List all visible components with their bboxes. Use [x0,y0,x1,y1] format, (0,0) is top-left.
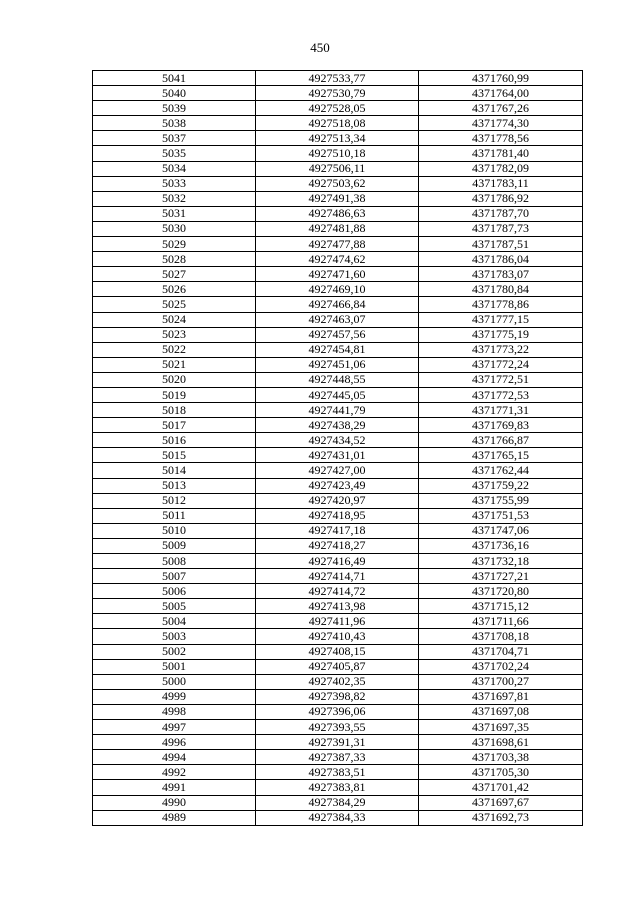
point-number-cell: 5012 [93,493,256,508]
point-number-cell: 5033 [93,176,256,191]
point-number-cell: 4989 [93,810,256,825]
y-coordinate-cell: 4371697,67 [419,795,583,810]
x-coordinate-cell: 4927408,15 [256,644,419,659]
table-row [93,206,583,221]
table-row [93,523,583,538]
point-number-cell: 5038 [93,116,256,131]
table-row [93,704,583,719]
table-row [93,101,583,116]
x-coordinate-cell: 4927411,96 [256,614,419,629]
x-coordinate-cell: 4927503,62 [256,176,419,191]
y-coordinate-cell: 4371697,35 [419,720,583,735]
point-number-cell: 5005 [93,599,256,614]
y-coordinate-cell: 4371698,61 [419,735,583,750]
x-coordinate-cell: 4927530,79 [256,86,419,101]
y-coordinate-cell: 4371774,30 [419,116,583,131]
y-coordinate-cell: 4371781,40 [419,146,583,161]
table-row [93,418,583,433]
table-row [93,599,583,614]
y-coordinate-cell: 4371705,30 [419,765,583,780]
point-number-cell: 4997 [93,720,256,735]
point-number-cell: 5007 [93,569,256,584]
y-coordinate-cell: 4371732,18 [419,554,583,569]
y-coordinate-cell: 4371778,56 [419,131,583,146]
y-coordinate-cell: 4371759,22 [419,478,583,493]
point-number-cell: 5008 [93,554,256,569]
point-number-cell: 5031 [93,206,256,221]
x-coordinate-cell: 4927471,60 [256,267,419,282]
table-row [93,282,583,297]
point-number-cell: 5024 [93,312,256,327]
table-row [93,131,583,146]
table-row [93,569,583,584]
point-number-cell: 5014 [93,463,256,478]
y-coordinate-cell: 4371783,11 [419,176,583,191]
x-coordinate-cell: 4927457,56 [256,327,419,342]
table-row [93,508,583,523]
y-coordinate-cell: 4371755,99 [419,493,583,508]
y-coordinate-cell: 4371783,07 [419,267,583,282]
y-coordinate-cell: 4371697,81 [419,689,583,704]
x-coordinate-cell: 4927513,34 [256,131,419,146]
table-row [93,674,583,689]
point-number-cell: 5002 [93,644,256,659]
y-coordinate-cell: 4371715,12 [419,599,583,614]
table-row [93,372,583,387]
x-coordinate-cell: 4927384,33 [256,810,419,825]
x-coordinate-cell: 4927383,81 [256,780,419,795]
x-coordinate-cell: 4927451,06 [256,357,419,372]
point-number-cell: 5037 [93,131,256,146]
x-coordinate-cell: 4927418,27 [256,538,419,553]
y-coordinate-cell: 4371787,51 [419,237,583,252]
point-number-cell: 5000 [93,674,256,689]
x-coordinate-cell: 4927413,98 [256,599,419,614]
point-number-cell: 5027 [93,267,256,282]
x-coordinate-cell: 4927383,51 [256,765,419,780]
y-coordinate-cell: 4371762,44 [419,463,583,478]
y-coordinate-cell: 4371786,04 [419,252,583,267]
y-coordinate-cell: 4371780,84 [419,282,583,297]
point-number-cell: 5029 [93,237,256,252]
x-coordinate-cell: 4927466,84 [256,297,419,312]
y-coordinate-cell: 4371771,31 [419,403,583,418]
y-coordinate-cell: 4371702,24 [419,659,583,674]
point-number-cell: 5001 [93,659,256,674]
point-number-cell: 5006 [93,584,256,599]
table-row [93,780,583,795]
point-number-cell: 4998 [93,704,256,719]
y-coordinate-cell: 4371767,26 [419,101,583,116]
point-number-cell: 5030 [93,221,256,236]
y-coordinate-cell: 4371700,27 [419,674,583,689]
point-number-cell: 5010 [93,523,256,538]
x-coordinate-cell: 4927414,71 [256,569,419,584]
table-row [93,735,583,750]
x-coordinate-cell: 4927448,55 [256,372,419,387]
x-coordinate-cell: 4927398,82 [256,689,419,704]
y-coordinate-cell: 4371697,08 [419,704,583,719]
point-number-cell: 4996 [93,735,256,750]
y-coordinate-cell: 4371720,80 [419,584,583,599]
point-number-cell: 5009 [93,538,256,553]
y-coordinate-cell: 4371772,24 [419,357,583,372]
table-row [93,312,583,327]
point-number-cell: 5022 [93,342,256,357]
table-row [93,357,583,372]
point-number-cell: 5034 [93,161,256,176]
table-row [93,71,583,86]
point-number-cell: 5015 [93,448,256,463]
x-coordinate-cell: 4927469,10 [256,282,419,297]
table-row [93,689,583,704]
table-row [93,463,583,478]
x-coordinate-cell: 4927423,49 [256,478,419,493]
table-row [93,403,583,418]
table-row [93,538,583,553]
point-number-cell: 4992 [93,765,256,780]
x-coordinate-cell: 4927438,29 [256,418,419,433]
y-coordinate-cell: 4371775,19 [419,327,583,342]
point-number-cell: 5032 [93,191,256,206]
point-number-cell: 5016 [93,433,256,448]
table-row [93,765,583,780]
y-coordinate-cell: 4371727,21 [419,569,583,584]
x-coordinate-cell: 4927393,55 [256,720,419,735]
y-coordinate-cell: 4371769,83 [419,418,583,433]
table-row [93,116,583,131]
x-coordinate-cell: 4927384,29 [256,795,419,810]
y-coordinate-cell: 4371773,22 [419,342,583,357]
table-row [93,644,583,659]
x-coordinate-cell: 4927416,49 [256,554,419,569]
table-row [93,387,583,402]
x-coordinate-cell: 4927417,18 [256,523,419,538]
x-coordinate-cell: 4927474,62 [256,252,419,267]
y-coordinate-cell: 4371764,00 [419,86,583,101]
point-number-cell: 5023 [93,327,256,342]
y-coordinate-cell: 4371772,53 [419,387,583,402]
point-number-cell: 5011 [93,508,256,523]
table-row [93,327,583,342]
x-coordinate-cell: 4927477,88 [256,237,419,252]
y-coordinate-cell: 4371782,09 [419,161,583,176]
point-number-cell: 5041 [93,71,256,86]
x-coordinate-cell: 4927387,33 [256,750,419,765]
point-number-cell: 5013 [93,478,256,493]
table-row [93,433,583,448]
table-row [93,297,583,312]
point-number-cell: 5020 [93,372,256,387]
table-row [93,493,583,508]
x-coordinate-cell: 4927486,63 [256,206,419,221]
x-coordinate-cell: 4927510,18 [256,146,419,161]
table-row [93,221,583,236]
point-number-cell: 5026 [93,282,256,297]
x-coordinate-cell: 4927445,05 [256,387,419,402]
point-number-cell: 5028 [93,252,256,267]
x-coordinate-cell: 4927528,05 [256,101,419,116]
x-coordinate-cell: 4927410,43 [256,629,419,644]
x-coordinate-cell: 4927420,97 [256,493,419,508]
y-coordinate-cell: 4371692,73 [419,810,583,825]
y-coordinate-cell: 4371787,73 [419,221,583,236]
x-coordinate-cell: 4927481,88 [256,221,419,236]
x-coordinate-cell: 4927391,31 [256,735,419,750]
table-row [93,86,583,101]
y-coordinate-cell: 4371786,92 [419,191,583,206]
x-coordinate-cell: 4927414,72 [256,584,419,599]
table-row [93,252,583,267]
table-row [93,146,583,161]
point-number-cell: 4994 [93,750,256,765]
table-row [93,659,583,674]
table-row [93,720,583,735]
y-coordinate-cell: 4371708,18 [419,629,583,644]
y-coordinate-cell: 4371747,06 [419,523,583,538]
table-row [93,191,583,206]
y-coordinate-cell: 4371778,86 [419,297,583,312]
point-number-cell: 5039 [93,101,256,116]
x-coordinate-cell: 4927491,38 [256,191,419,206]
y-coordinate-cell: 4371772,51 [419,372,583,387]
y-coordinate-cell: 4371701,42 [419,780,583,795]
point-number-cell: 5017 [93,418,256,433]
table-row [93,448,583,463]
y-coordinate-cell: 4371777,15 [419,312,583,327]
x-coordinate-cell: 4927463,07 [256,312,419,327]
table-row [93,478,583,493]
x-coordinate-cell: 4927506,11 [256,161,419,176]
point-number-cell: 5003 [93,629,256,644]
table-row [93,584,583,599]
point-number-cell: 4991 [93,780,256,795]
table-row [93,614,583,629]
point-number-cell: 5018 [93,403,256,418]
x-coordinate-cell: 4927454,81 [256,342,419,357]
table-row [93,810,583,825]
x-coordinate-cell: 4927405,87 [256,659,419,674]
point-number-cell: 5019 [93,387,256,402]
coordinates-table [92,70,583,826]
table-row [93,267,583,282]
table-row [93,750,583,765]
table-row [93,161,583,176]
y-coordinate-cell: 4371736,16 [419,538,583,553]
point-number-cell: 5021 [93,357,256,372]
y-coordinate-cell: 4371704,71 [419,644,583,659]
point-number-cell: 5040 [93,86,256,101]
y-coordinate-cell: 4371765,15 [419,448,583,463]
x-coordinate-cell: 4927431,01 [256,448,419,463]
table-row [93,342,583,357]
x-coordinate-cell: 4927418,95 [256,508,419,523]
page-number: 450 [310,40,330,55]
table-row [93,237,583,252]
point-number-cell: 4999 [93,689,256,704]
y-coordinate-cell: 4371787,70 [419,206,583,221]
y-coordinate-cell: 4371703,38 [419,750,583,765]
x-coordinate-cell: 4927427,00 [256,463,419,478]
table-row [93,554,583,569]
table-row [93,795,583,810]
point-number-cell: 5025 [93,297,256,312]
coordinates-table-body [93,71,583,826]
y-coordinate-cell: 4371751,53 [419,508,583,523]
y-coordinate-cell: 4371760,99 [419,71,583,86]
x-coordinate-cell: 4927518,08 [256,116,419,131]
table-row [93,176,583,191]
table-row [93,629,583,644]
y-coordinate-cell: 4371711,66 [419,614,583,629]
x-coordinate-cell: 4927434,52 [256,433,419,448]
point-number-cell: 4990 [93,795,256,810]
y-coordinate-cell: 4371766,87 [419,433,583,448]
x-coordinate-cell: 4927533,77 [256,71,419,86]
x-coordinate-cell: 4927441,79 [256,403,419,418]
point-number-cell: 5004 [93,614,256,629]
x-coordinate-cell: 4927396,06 [256,704,419,719]
point-number-cell: 5035 [93,146,256,161]
x-coordinate-cell: 4927402,35 [256,674,419,689]
